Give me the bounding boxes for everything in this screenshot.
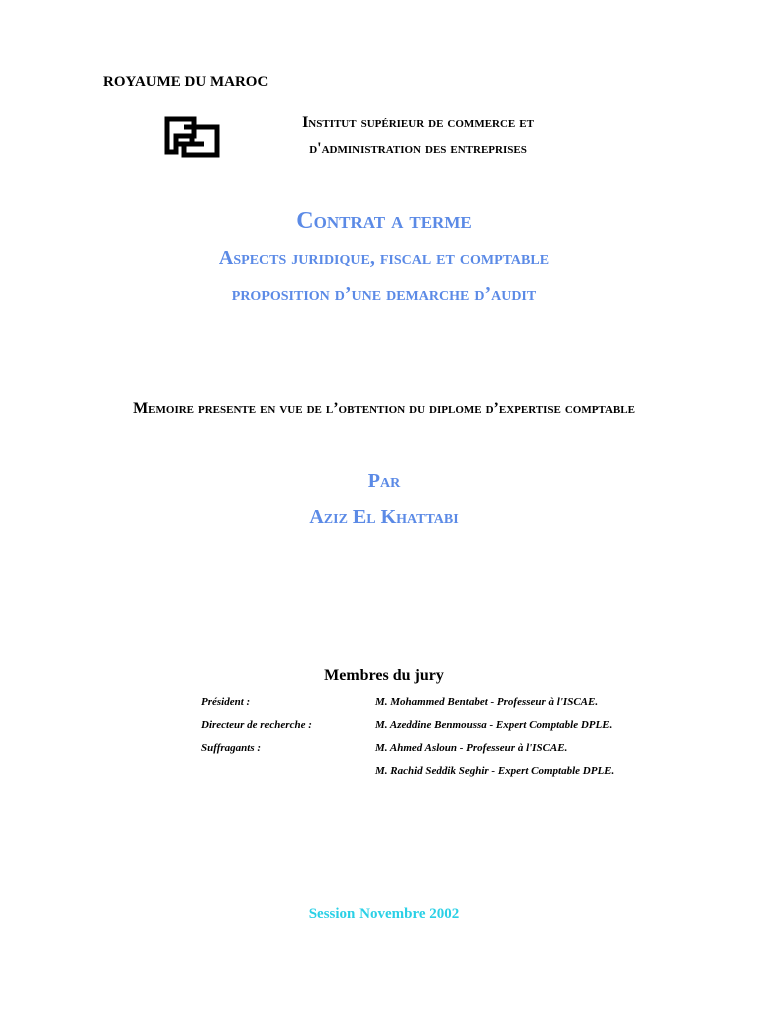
institute-name-line1: Institut supérieur de commerce et bbox=[302, 114, 534, 131]
jury-role-president: Président : bbox=[201, 696, 251, 708]
thesis-title-line1: Contrat a terme bbox=[296, 208, 472, 234]
author-name: Aziz El Khattabi bbox=[309, 506, 459, 528]
memoire-statement: Memoire presente en vue de l’obtention du diplome d’expertise comptable bbox=[133, 400, 635, 417]
by-label: Par bbox=[367, 470, 401, 492]
institute-name-line2: d'administration des entreprises bbox=[309, 140, 527, 157]
jury-member-director: M. Azeddine Benmoussa - Expert Comptable DPLE. bbox=[375, 719, 613, 731]
jury-heading: Membres du jury bbox=[324, 667, 444, 684]
country-heading: ROYAUME DU MAROC bbox=[103, 74, 269, 90]
iscae-logo-icon bbox=[164, 116, 220, 158]
jury-role-suffragants: Suffragants : bbox=[201, 742, 262, 754]
jury-member-president: M. Mohammed Bentabet - Professeur à l'ISCAE. bbox=[375, 696, 599, 708]
jury-member-suffragant-1: M. Ahmed Asloun - Professeur à l'ISCAE. bbox=[375, 742, 568, 754]
jury-member-suffragant-2: M. Rachid Seddik Seghir - Expert Comptable DPLE. bbox=[375, 765, 615, 777]
session-date: Session Novembre 2002 bbox=[308, 906, 460, 922]
jury-role-director: Directeur de recherche : bbox=[201, 719, 312, 731]
thesis-title-line3: proposition d’une demarche d’audit bbox=[231, 283, 537, 305]
thesis-title-line2: Aspects juridique, fiscal et comptable bbox=[218, 247, 550, 269]
